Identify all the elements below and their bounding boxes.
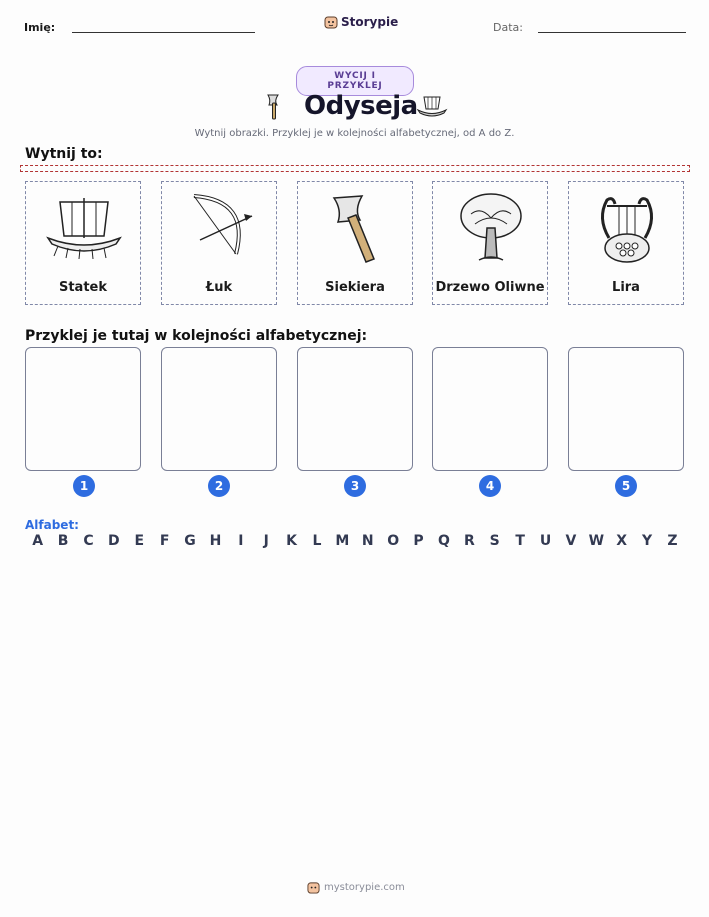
alphabet-letter: A — [32, 533, 44, 549]
storypie-logo-icon — [324, 15, 338, 29]
storypie-logo-icon — [307, 881, 320, 894]
instructions: Wytnij obrazki. Przyklej je w kolejności alfabetycznej, od A do Z. — [194, 128, 515, 139]
cut-card-label: Siekiera — [325, 280, 385, 295]
axe-icon — [316, 188, 396, 268]
alphabet-letter: C — [83, 533, 94, 549]
alphabet-letter: O — [387, 533, 400, 549]
alphabet-letter: I — [238, 533, 244, 549]
alphabet-letter: U — [539, 533, 552, 549]
alphabet-letter: N — [361, 533, 374, 549]
cut-card-label: Drzewo Oliwne — [435, 280, 545, 295]
footer — [307, 881, 405, 894]
paste-slot-4[interactable] — [432, 347, 548, 471]
cut-line — [20, 165, 690, 172]
paste-heading: Przyklej je tutaj w kolejności alfabetycznej: — [25, 328, 368, 344]
alphabet-letter: X — [616, 533, 628, 549]
slot-number-2: 2 — [208, 475, 230, 497]
brand-logo — [324, 15, 398, 29]
date-line[interactable] — [538, 32, 686, 33]
alphabet-letter: F — [159, 533, 170, 549]
alphabet-row — [25, 533, 685, 549]
cut-card-bow[interactable] — [161, 181, 277, 305]
alphabet-letter: M — [335, 533, 350, 549]
cut-card-label: Lira — [612, 280, 640, 295]
alphabet-letter: D — [108, 533, 120, 549]
alphabet-letter: J — [263, 533, 269, 549]
paste-slot-5[interactable] — [568, 347, 684, 471]
cut-card-lyre[interactable] — [568, 181, 684, 305]
slot-number-5: 5 — [615, 475, 637, 497]
slot-number-4: 4 — [479, 475, 501, 497]
paste-slot-3[interactable] — [297, 347, 413, 471]
alphabet-letter: V — [565, 533, 577, 549]
alphabet-letter: K — [286, 533, 298, 549]
alphabet-letter: L — [312, 533, 322, 549]
slot-number-3: 3 — [344, 475, 366, 497]
alphabet-letter: Z — [667, 533, 678, 549]
name-line[interactable] — [72, 32, 255, 33]
bow-icon — [180, 188, 260, 268]
cut-card-label: Statek — [58, 280, 108, 295]
alphabet-letter: Y — [642, 533, 653, 549]
alphabet-letter: E — [134, 533, 145, 549]
alphabet-letter: G — [184, 533, 196, 549]
cut-card-olive-tree[interactable] — [432, 181, 548, 305]
alphabet-title: Alfabet: — [25, 518, 79, 532]
olive-tree-icon — [451, 188, 531, 268]
alphabet-letter: P — [413, 533, 424, 549]
cut-card-axe[interactable] — [297, 181, 413, 305]
date-label: Data: — [493, 21, 523, 34]
footer-url[interactable]: mystorypie.com — [324, 882, 405, 893]
alphabet-letter: Q — [437, 533, 450, 549]
cut-card-label: Łuk — [205, 280, 233, 295]
ship-icon — [44, 188, 124, 268]
alphabet-letter: S — [489, 533, 500, 549]
cut-heading: Wytnij to: — [25, 146, 103, 162]
lyre-icon — [587, 188, 667, 268]
worksheet-badge: WYCIJ I PRZYKLEJ — [296, 66, 414, 96]
cut-card-ship[interactable] — [25, 181, 141, 305]
slot-number-1: 1 — [73, 475, 95, 497]
alphabet-letter: H — [209, 533, 222, 549]
alphabet-letter: B — [57, 533, 69, 549]
page-title: Odyseja — [304, 91, 418, 121]
ship-icon — [416, 93, 448, 123]
axe-icon — [265, 92, 287, 124]
brand-name: Storypie — [341, 15, 399, 29]
paste-slot-1[interactable] — [25, 347, 141, 471]
alphabet-letter: T — [515, 533, 525, 549]
alphabet-letter: R — [463, 533, 475, 549]
alphabet-letter: W — [588, 533, 605, 549]
paste-slot-2[interactable] — [161, 347, 277, 471]
name-label: Imię: — [24, 21, 56, 34]
